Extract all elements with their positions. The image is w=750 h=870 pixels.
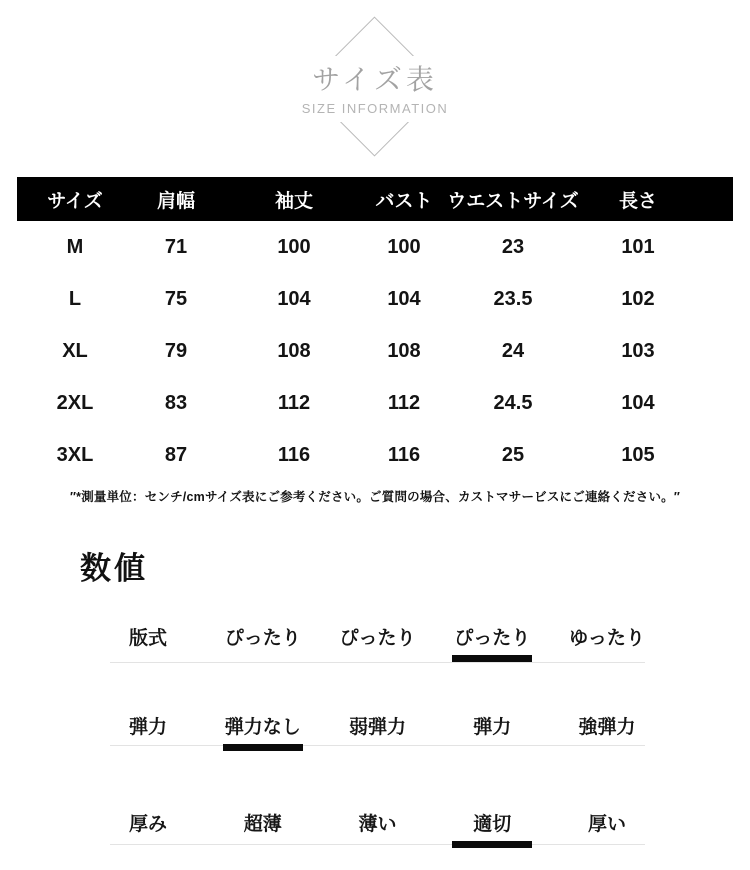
attr-label: 弾力 bbox=[128, 717, 167, 738]
column-header-shoulder: 肩幅 bbox=[156, 190, 195, 212]
attr-option: 薄い bbox=[358, 814, 397, 835]
size-label: 2XL bbox=[56, 391, 94, 414]
value-cell: 100 bbox=[387, 235, 421, 258]
value-cell: 23.5 bbox=[493, 287, 533, 310]
attribute-row-thickness bbox=[110, 746, 645, 845]
attr-option: ぴったり bbox=[339, 628, 416, 649]
value-cell: 112 bbox=[387, 391, 421, 414]
value-cell: 79 bbox=[164, 339, 188, 362]
size-label: M bbox=[66, 235, 84, 258]
attribute-row-elasticity bbox=[110, 663, 645, 746]
column-header-bust: バスト bbox=[375, 190, 433, 212]
table-row-xl bbox=[17, 325, 733, 377]
value-cell: 104 bbox=[387, 287, 421, 310]
column-header-sleeve: 袖丈 bbox=[274, 190, 313, 212]
value-cell: 104 bbox=[621, 391, 655, 414]
attr-option: 強弾力 bbox=[578, 717, 636, 738]
attr-option: 厚い bbox=[587, 814, 626, 835]
section-title-values: 数値 bbox=[80, 551, 148, 586]
attribute-row-fit bbox=[110, 588, 645, 663]
value-cell: 108 bbox=[277, 339, 311, 362]
attr-option: ぴったり bbox=[224, 628, 301, 649]
value-cell: 24 bbox=[501, 339, 525, 362]
value-cell: 105 bbox=[621, 443, 655, 466]
size-info-banner bbox=[0, 0, 750, 177]
value-cell: 112 bbox=[277, 391, 311, 414]
attr-label: 厚み bbox=[128, 814, 167, 835]
size-label: 3XL bbox=[56, 443, 94, 466]
value-cell: 25 bbox=[501, 443, 525, 466]
measurement-note: ″*測量単位：センチ/cmサイズ表にご参考ください。ご質問の場合、カストマサービスにご連絡ください。″ bbox=[69, 490, 681, 504]
value-cell: 23 bbox=[501, 235, 525, 258]
table-row-l bbox=[17, 273, 733, 325]
value-cell: 100 bbox=[277, 235, 311, 258]
attr-option: ぴったり bbox=[454, 626, 530, 652]
table-row-2xl bbox=[17, 377, 733, 429]
value-cell: 102 bbox=[621, 287, 655, 310]
value-cell: 108 bbox=[387, 339, 421, 362]
value-cell: 83 bbox=[164, 391, 188, 414]
attr-label: 版式 bbox=[128, 628, 167, 649]
page-title: サイズ表 bbox=[312, 64, 438, 95]
value-cell: 24.5 bbox=[493, 391, 533, 414]
attr-option: 超薄 bbox=[243, 814, 282, 835]
value-cell: 104 bbox=[277, 287, 311, 310]
value-cell: 116 bbox=[387, 443, 421, 466]
value-cell: 103 bbox=[621, 339, 655, 362]
column-header-waist: ウエストサイズ bbox=[447, 190, 579, 212]
size-table-header bbox=[17, 177, 733, 221]
attr-option: 弾力なし bbox=[225, 715, 301, 741]
page-subtitle: SIZE INFORMATION bbox=[301, 101, 449, 117]
attr-option: 弱弾力 bbox=[348, 717, 406, 738]
attribute-section bbox=[110, 588, 645, 845]
size-label: XL bbox=[62, 339, 88, 362]
value-cell: 116 bbox=[277, 443, 311, 466]
banner-title-block bbox=[272, 56, 479, 122]
value-cell: 75 bbox=[164, 287, 188, 310]
table-row-m bbox=[17, 221, 733, 273]
table-row-3xl bbox=[17, 429, 733, 481]
size-table bbox=[17, 177, 733, 481]
attr-option: 適切 bbox=[454, 812, 530, 838]
value-cell: 101 bbox=[621, 235, 655, 258]
value-cell: 87 bbox=[164, 443, 188, 466]
attr-option: 弾力 bbox=[473, 717, 512, 738]
column-header-size: サイズ bbox=[47, 190, 103, 212]
column-header-length: 長さ bbox=[618, 190, 657, 212]
attr-option: ゆったり bbox=[569, 628, 645, 649]
value-cell: 71 bbox=[164, 235, 188, 258]
size-label: L bbox=[68, 287, 82, 310]
